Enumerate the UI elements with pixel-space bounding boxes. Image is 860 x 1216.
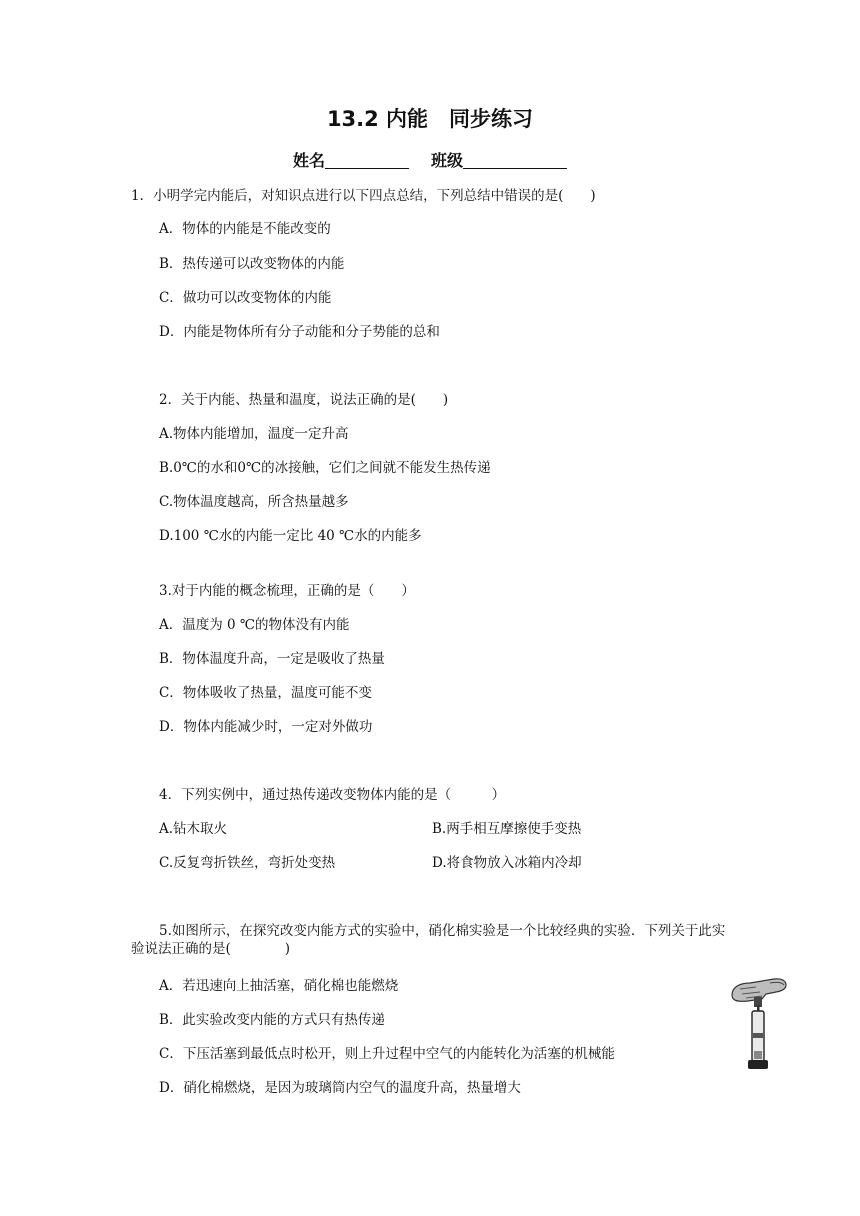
question-1-stem: 1．小明学完内能后，对知识点进行以下四点总结，下列总结中错误的是( ) (131, 188, 596, 204)
name-blank[interactable] (325, 154, 409, 169)
question-4-option-c: C.反复弯折铁丝，弯折处变热 (159, 855, 336, 871)
question-4-stem: 4．下列实例中，通过热传递改变物体内能的是（ ） (159, 787, 506, 803)
cylinder-base (748, 1060, 768, 1069)
question-1-option-b: B．热传递可以改变物体的内能 (159, 256, 345, 272)
question-3-option-c: C．物体吸收了热量，温度可能不变 (159, 685, 372, 701)
page-title: 13.2 内能 同步练习 (326, 107, 534, 131)
question-4-option-b: B.两手相互摩擦使手变热 (432, 821, 582, 837)
class-label: 班级 (431, 151, 464, 170)
question-2-option-b: B.0℃的水和0℃的冰接触，它们之间就不能发生热传递 (159, 460, 491, 476)
question-1-option-d: D．内能是物体所有分子动能和分子势能的总和 (159, 324, 440, 340)
compression-apparatus-figure (726, 975, 790, 1075)
question-1-option-c: C．做功可以改变物体的内能 (159, 290, 332, 306)
question-3-option-b: B．物体温度升高，一定是吸收了热量 (159, 651, 385, 667)
name-label: 姓名 (292, 151, 325, 170)
question-3-option-d: D．物体内能减少时，一定对外做功 (159, 719, 373, 735)
question-4-option-d: D.将食物放入冰箱内冷却 (432, 855, 582, 871)
question-2-option-c: C.物体温度越高，所含热量越多 (159, 494, 349, 510)
question-2-option-a: A.物体内能增加，温度一定升高 (159, 426, 349, 442)
question-5-option-a: A．若迅速向上抽活塞，硝化棉也能燃烧 (159, 978, 399, 994)
question-5-option-c: C．下压活塞到最低点时松开，则上升过程中空气的内能转化为活塞的机械能 (159, 1046, 615, 1062)
question-2-option-d: D.100 ℃水的内能一定比 40 ℃水的内能多 (159, 528, 422, 544)
nitrocellulose-cotton (754, 1051, 762, 1059)
student-info-row (0, 148, 860, 171)
class-blank[interactable] (463, 154, 567, 169)
question-5-option-d: D．硝化棉燃烧，是因为玻璃筒内空气的温度升高，热量增大 (159, 1080, 521, 1096)
piston-head (753, 1033, 763, 1038)
question-5-option-b: B．此实验改变内能的方式只有热传递 (159, 1012, 385, 1028)
question-3-option-a: A．温度为 0 ℃的物体没有内能 (159, 617, 350, 633)
question-3-stem: 3.对于内能的概念梳理，正确的是（ ） (159, 583, 415, 599)
question-2-stem: 2．关于内能、热量和温度，说法正确的是( ) (159, 392, 449, 408)
question-1-option-a: A．物体的内能是不能改变的 (159, 221, 331, 237)
question-5-stem: 5.如图所示，在探究改变内能方式的实验中，硝化棉实验是一个比较经典的实验．下列关于此实验说法正确的是( ) (131, 923, 726, 957)
question-4-option-a: A.钻木取火 (159, 821, 228, 837)
